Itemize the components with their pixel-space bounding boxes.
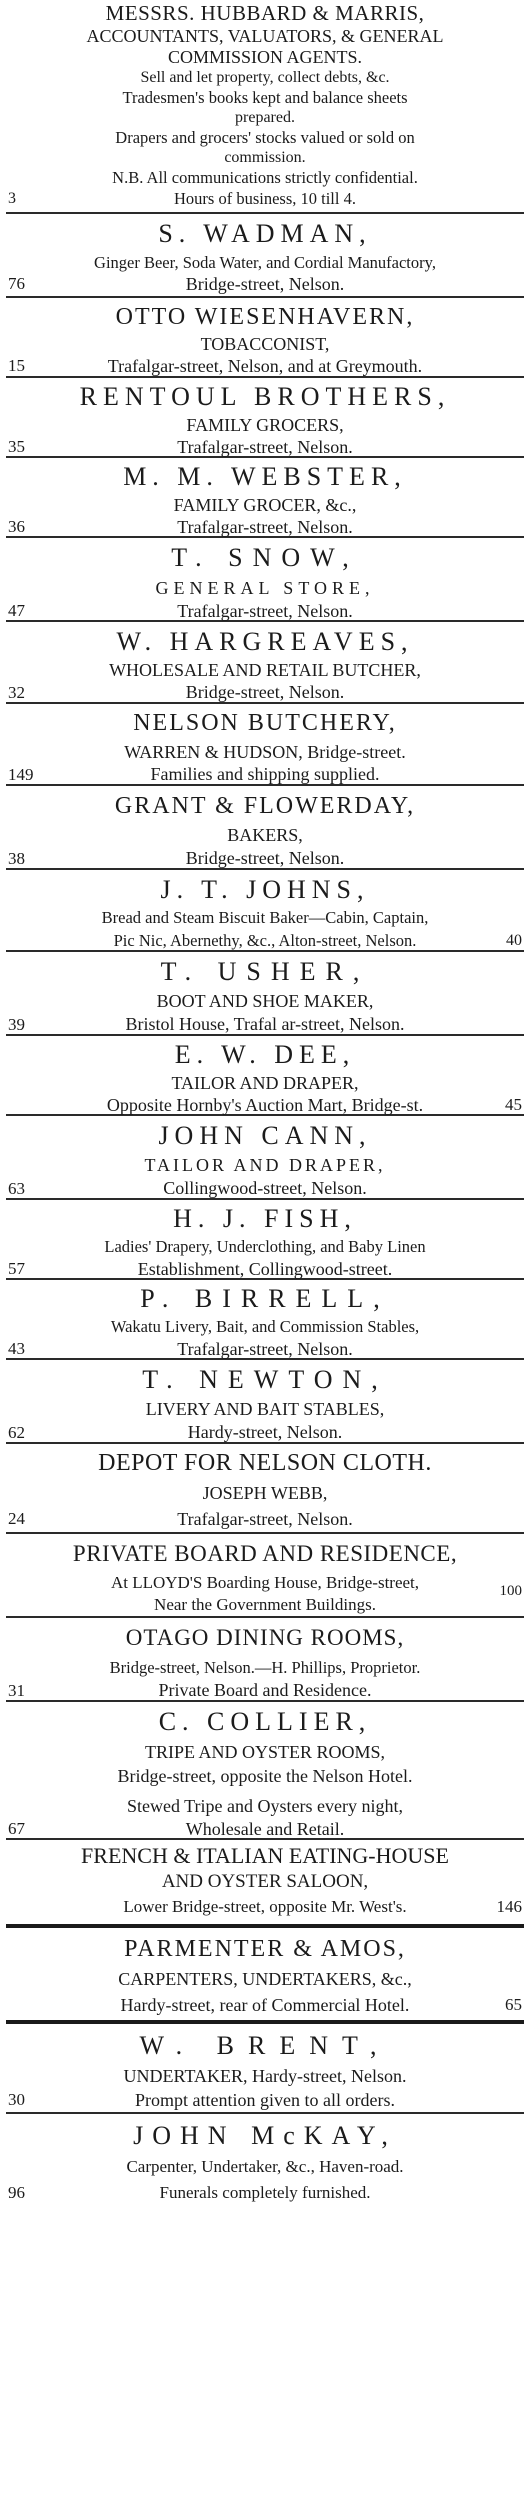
ad-line-with-number: [6, 436, 524, 458]
ad-line: BOOT AND SHOE MAKER,: [156, 991, 374, 1011]
ad-snow: [6, 538, 524, 622]
ad-line: Wakatu Livery, Bait, and Commission Stables,: [110, 1317, 420, 1336]
ad-line-with-number: [6, 1679, 524, 1702]
ad-french-italian: [6, 1840, 524, 1928]
ad-number: 62: [8, 1423, 25, 1442]
ad-line: Ginger Beer, Soda Water, and Cordial Manufactory,: [94, 253, 436, 272]
ad-number: 39: [8, 1015, 25, 1034]
ad-line-text: Bristol House, Trafal ar-street, Nelson.: [125, 1014, 405, 1034]
ad-line: BAKERS,: [227, 825, 303, 845]
ad-title: FRENCH & ITALIAN EATING-HOUSE: [81, 1843, 449, 1868]
ad-usher: [6, 952, 524, 1036]
ad-title: T. NEWTON,: [142, 1365, 388, 1394]
ad-line: commission.: [224, 149, 306, 166]
ad-depot-nelson-cloth: [6, 1444, 524, 1534]
ad-number: 149: [8, 765, 34, 784]
ad-line-with-number: [6, 516, 524, 538]
ad-title: T. USHER,: [160, 957, 370, 986]
ad-line-text: Trafalgar-street, Nelson.: [177, 437, 353, 457]
ad-line-with-number: [6, 1338, 524, 1360]
ad-title: T. SNOW,: [171, 543, 359, 572]
ad-line: WARREN & HUDSON, Bridge-street.: [124, 742, 406, 762]
ad-title: MESSRS. HUBBARD & MARRIS,: [105, 1, 425, 25]
ad-number: 38: [8, 849, 25, 868]
ad-line: Tradesmen's books kept and balance sheets: [122, 88, 408, 107]
ad-johns: [6, 870, 524, 952]
ad-line: Stewed Tripe and Oysters every night,: [127, 1796, 403, 1816]
ad-line-text: Prompt attention given to all orders.: [135, 2090, 395, 2110]
ad-title: NELSON BUTCHERY,: [133, 710, 397, 736]
ad-line: N.B. All communications strictly confidential.: [112, 168, 418, 187]
ad-line-with-number: [6, 847, 524, 870]
ad-title: PARMENTER & AMOS,: [124, 1936, 406, 1962]
ad-line-text: Lower Bridge-street, opposite Mr. West's.: [123, 1897, 407, 1916]
ad-line-with-number: [6, 1258, 524, 1280]
ad-fish: [6, 1200, 524, 1280]
ad-line-text: Bridge-street, Nelson.: [185, 848, 345, 868]
ad-line: ACCOUNTANTS, VALUATORS, & GENERAL: [86, 26, 444, 46]
ad-line-text: Trafalgar-street, Nelson.: [177, 1509, 353, 1529]
ad-title: W. HARGREAVES,: [116, 627, 414, 656]
ad-otago-dining: [6, 1618, 524, 1702]
ad-wiesenhavern: [6, 298, 524, 378]
ad-line-text: Hours of business, 10 till 4.: [174, 189, 356, 208]
ad-line-with-number: [6, 681, 524, 704]
ad-number: 30: [8, 2090, 25, 2109]
ad-line-with-number: [6, 1177, 524, 1200]
ad-parmenter-amos: [6, 1928, 524, 2024]
ad-line: TOBACCONIST,: [200, 334, 330, 354]
ad-number: 24: [8, 1509, 25, 1528]
ad-rentoul: [6, 378, 524, 458]
ad-title: J. T. JOHNS,: [160, 875, 370, 904]
ad-line: AND OYSTER SALOON,: [161, 1871, 369, 1892]
ad-number: 35: [8, 437, 25, 456]
ad-number: 15: [8, 356, 25, 375]
ad-line-text: Collingwood-street, Nelson.: [163, 1178, 367, 1198]
ad-line: Bread and Steam Biscuit Baker—Cabin, Captain,: [101, 908, 429, 927]
ad-wadman: [6, 214, 524, 298]
ad-dee: [6, 1036, 524, 1116]
ad-line-with-number: [6, 1506, 524, 1532]
ad-number: 47: [8, 601, 25, 620]
ad-line-with-number: [6, 1421, 524, 1444]
ad-line-text: Private Board and Residence.: [158, 1680, 372, 1700]
ad-line-with-number: [6, 2180, 524, 2206]
ad-line: Bridge-street, Nelson.—H. Phillips, Proprietor.: [109, 1658, 421, 1677]
ad-line: Carpenter, Undertaker, &c., Haven-road.: [126, 2157, 404, 2176]
ad-newton: [6, 1360, 524, 1444]
ad-line-with-number: [6, 188, 524, 209]
ad-line-with-number: [6, 1992, 524, 2018]
ad-number: 63: [8, 1179, 25, 1198]
ad-title: DEPOT FOR NELSON CLOTH.: [98, 1450, 432, 1476]
ad-title: H. J. FISH,: [173, 1204, 357, 1233]
ad-title: C. COLLIER,: [158, 1707, 372, 1736]
ad-mckay: [6, 2114, 524, 2212]
ad-number: 76: [8, 274, 25, 293]
ad-title: RENTOUL BROTHERS,: [79, 382, 451, 411]
ad-line-with-number: [6, 929, 524, 952]
ad-title: OTTO WIESENHAVERN,: [115, 304, 415, 330]
ad-line-with-number: [6, 273, 524, 295]
ad-hargreaves: [6, 622, 524, 704]
ad-line-with-number: [6, 1013, 524, 1036]
ad-number: 43: [8, 1339, 25, 1358]
ad-collier: [6, 1702, 524, 1840]
ad-line-text: Establishment, Collingwood-street.: [137, 1259, 393, 1279]
ad-title: GRANT & FLOWERDAY,: [114, 793, 416, 819]
ad-title: W. BRENT,: [139, 2031, 391, 2060]
ad-number: 36: [8, 517, 25, 536]
ad-line: LIVERY AND BAIT STABLES,: [145, 1399, 385, 1419]
ad-title: PRIVATE BOARD AND RESIDENCE,: [72, 1541, 458, 1566]
ad-number: 57: [8, 1259, 25, 1278]
ad-line-text: Opposite Hornby's Auction Mart, Bridge-st.: [106, 1095, 424, 1115]
ad-line-text: Hardy-street, Nelson.: [187, 1422, 343, 1442]
ad-line-text: Wholesale and Retail.: [185, 1819, 345, 1839]
ad-line: TAILOR AND DRAPER,: [171, 1073, 359, 1093]
ad-title: M. M. WEBSTER,: [123, 462, 407, 491]
ad-line-with-number: [6, 1818, 524, 1840]
ad-number: 3: [8, 190, 16, 207]
ad-private-board: [6, 1534, 524, 1618]
ad-grant-flowerday: [6, 786, 524, 870]
ad-number: 67: [8, 1819, 25, 1838]
ad-line: FAMILY GROCERS,: [186, 415, 344, 435]
ad-number: 45: [505, 1095, 522, 1114]
ad-number: 65: [505, 1995, 522, 2014]
ad-title: P. BIRRELL,: [140, 1284, 390, 1313]
ad-line: TAILOR AND DRAPER,: [144, 1155, 386, 1175]
ad-number: 31: [8, 1681, 25, 1700]
ad-line: UNDERTAKER, Hardy-street, Nelson.: [123, 2066, 407, 2086]
ad-number: 146: [496, 1897, 522, 1916]
ad-line-with-number: [6, 355, 524, 377]
ad-brent: [6, 2024, 524, 2114]
ad-line: Drapers and grocers' stocks valued or sold on: [115, 128, 415, 147]
ad-line-with-number: [6, 763, 524, 786]
ad-webster: [6, 458, 524, 538]
ad-line: FAMILY GROCER, &c.,: [173, 495, 357, 515]
ad-line-text: Trafalgar-street, Nelson.: [177, 517, 353, 537]
ad-title: OTAGO DINING ROOMS,: [125, 1625, 405, 1650]
ad-line-text: Pic Nic, Abernethy, &c., Alton-street, Nelson.: [113, 931, 417, 950]
ad-line: CARPENTERS, UNDERTAKERS, &c.,: [118, 1969, 412, 1989]
ad-line-text: Families and shipping supplied.: [150, 764, 380, 784]
ad-number: 100: [499, 1583, 522, 1599]
ad-line: Ladies' Drapery, Underclothing, and Baby Linen: [104, 1237, 426, 1256]
ad-line: JOSEPH WEBB,: [202, 1483, 328, 1503]
ad-line-text: Trafalgar-street, Nelson.: [177, 601, 353, 621]
ad-line-with-number: [6, 1894, 524, 1920]
ad-number: 96: [8, 2183, 25, 2202]
ad-line: COMMISSION AGENTS.: [167, 47, 363, 67]
ad-cann: [6, 1116, 524, 1200]
ad-title: E. W. DEE,: [174, 1040, 356, 1069]
ad-line: GENERAL STORE,: [155, 578, 375, 598]
ad-line: Sell and let property, collect debts, &c.: [140, 69, 390, 86]
ad-line-with-number: [6, 2088, 524, 2112]
ad-line-text: Trafalgar-street, Nelson, and at Greymouth.: [107, 356, 423, 376]
ad-line-text: Hardy-street, rear of Commercial Hotel.: [120, 1995, 410, 2015]
ad-number: 32: [8, 683, 25, 702]
ad-title: JOHN CANN,: [158, 1121, 372, 1150]
ad-line: At LLOYD'S Boarding House, Bridge-street,: [110, 1573, 420, 1592]
ad-title: JOHN McKAY,: [133, 2121, 397, 2150]
ad-line-text: Funerals completely furnished.: [159, 2183, 371, 2202]
ad-line: WHOLESALE AND RETAIL BUTCHER,: [109, 660, 421, 680]
ad-line: prepared.: [235, 109, 295, 126]
ad-line-with-number: [6, 600, 524, 622]
ad-nelson-butchery: [6, 704, 524, 786]
ad-line-with-number: [6, 1583, 524, 1616]
ad-line: Bridge-street, opposite the Nelson Hotel.: [117, 1766, 413, 1786]
ad-line-text: Near the Government Buildings.: [154, 1595, 376, 1614]
ad-hubbard-marris: [6, 0, 524, 214]
ad-number: 40: [506, 932, 522, 949]
ad-line-text: Bridge-street, Nelson.: [185, 274, 345, 294]
ad-line: TRIPE AND OYSTER ROOMS,: [144, 1742, 386, 1762]
ad-birrell: [6, 1280, 524, 1360]
ad-line-with-number: [6, 1094, 524, 1116]
ad-line-text: Bridge-street, Nelson.: [185, 682, 345, 702]
ad-line-text: Trafalgar-street, Nelson.: [177, 1339, 353, 1359]
ad-title: S. WADMAN,: [158, 219, 372, 248]
